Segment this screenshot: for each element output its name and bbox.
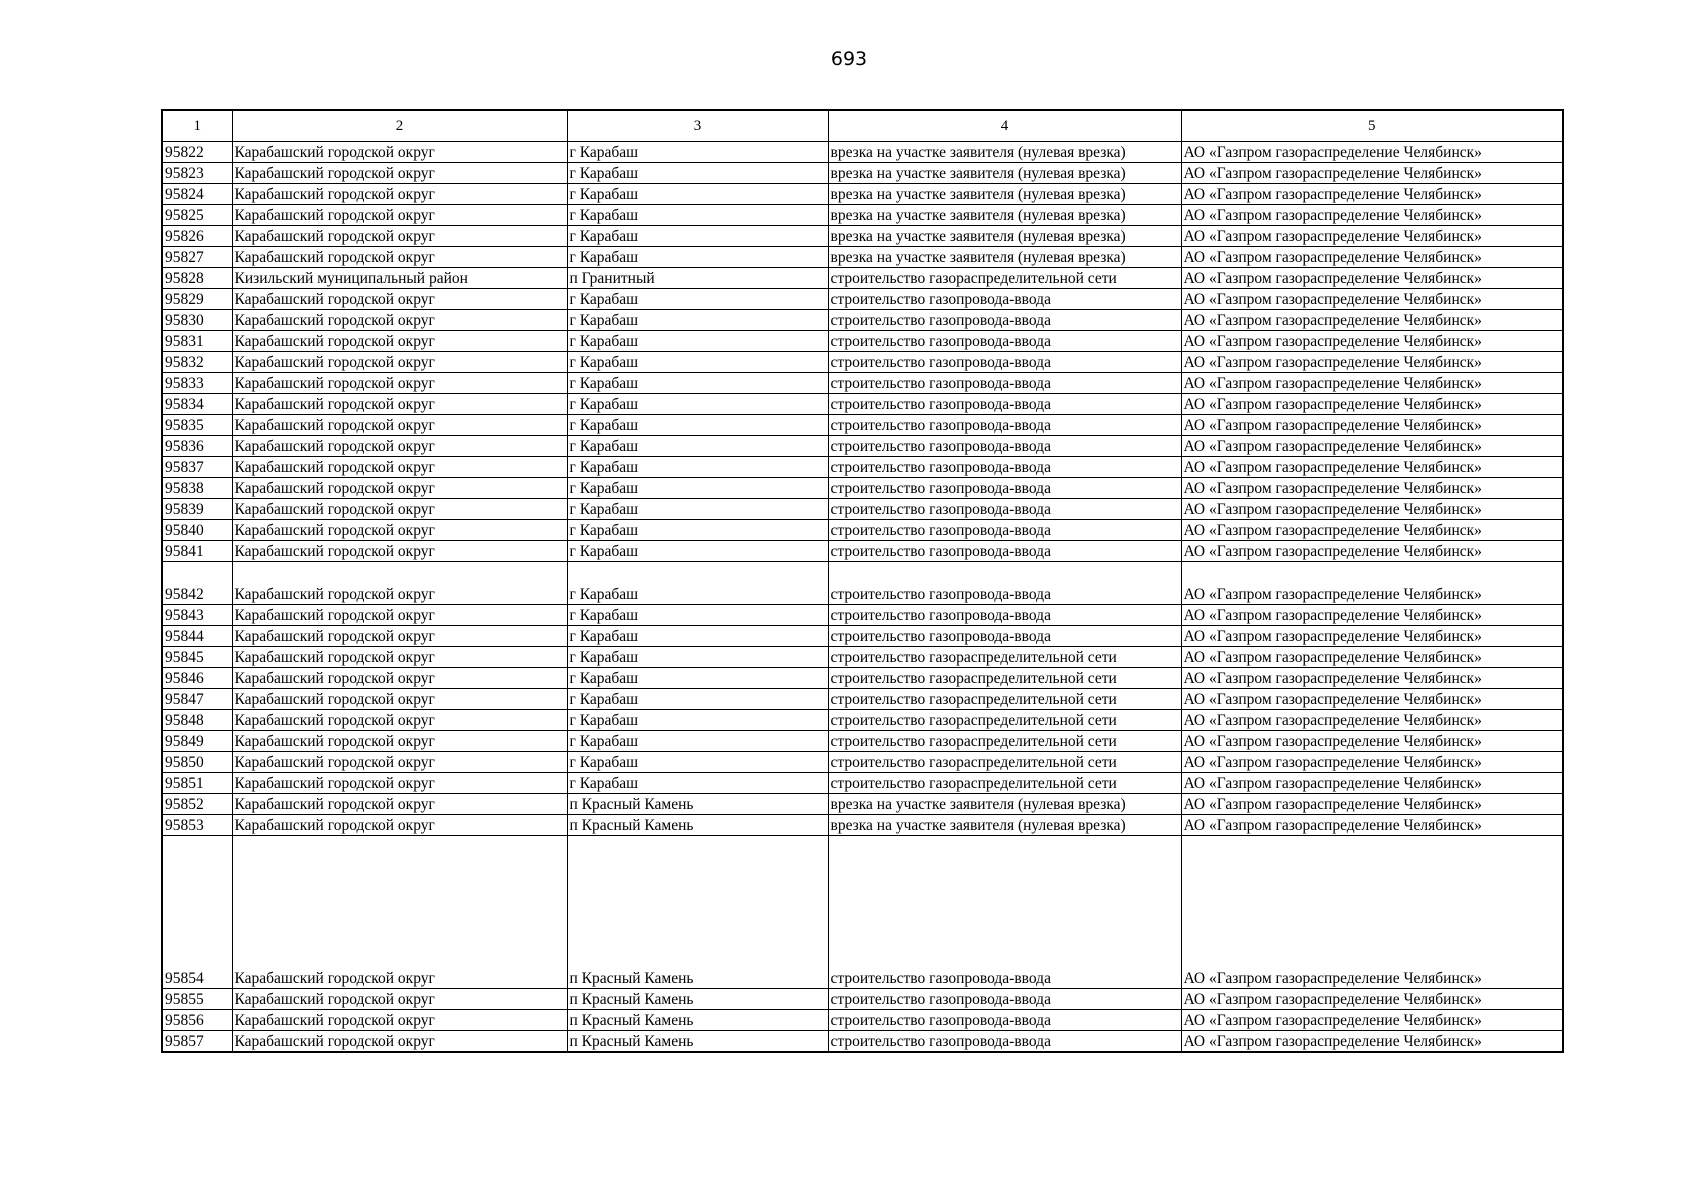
settlement-cell: г Карабаш xyxy=(567,415,828,436)
organization-cell: АО «Газпром газораспределение Челябинск» xyxy=(1181,436,1563,457)
organization-cell: АО «Газпром газораспределение Челябинск» xyxy=(1181,163,1563,184)
work-type-cell: строительство газопровода-ввода xyxy=(828,373,1181,394)
organization-cell: АО «Газпром газораспределение Челябинск» xyxy=(1181,184,1563,205)
work-type-cell: строительство газопровода-ввода xyxy=(828,457,1181,478)
table-row xyxy=(162,142,1563,163)
work-type-cell: строительство газораспределительной сети xyxy=(828,752,1181,773)
settlement-cell: п Красный Камень xyxy=(567,836,828,989)
work-type-cell: строительство газопровода-ввода xyxy=(828,541,1181,562)
work-type-cell: строительство газопровода-ввода xyxy=(828,310,1181,331)
table-row xyxy=(162,541,1563,562)
row-number-cell: 95827 xyxy=(162,247,232,268)
row-number-cell: 95853 xyxy=(162,815,232,836)
row-number-cell: 95829 xyxy=(162,289,232,310)
register-table xyxy=(161,109,1564,1053)
municipality-cell: Карабашский городской округ xyxy=(232,478,567,499)
settlement-cell: г Карабаш xyxy=(567,142,828,163)
organization-cell: АО «Газпром газораспределение Челябинск» xyxy=(1181,689,1563,710)
table-row xyxy=(162,205,1563,226)
organization-cell: АО «Газпром газораспределение Челябинск» xyxy=(1181,520,1563,541)
table-row xyxy=(162,836,1563,989)
organization-cell: АО «Газпром газораспределение Челябинск» xyxy=(1181,226,1563,247)
settlement-cell: г Карабаш xyxy=(567,752,828,773)
table-row xyxy=(162,1031,1563,1053)
organization-cell: АО «Газпром газораспределение Челябинск» xyxy=(1181,794,1563,815)
settlement-cell: г Карабаш xyxy=(567,310,828,331)
organization-cell: АО «Газпром газораспределение Челябинск» xyxy=(1181,815,1563,836)
row-number-cell: 95822 xyxy=(162,142,232,163)
settlement-cell: г Карабаш xyxy=(567,731,828,752)
organization-cell: АО «Газпром газораспределение Челябинск» xyxy=(1181,710,1563,731)
work-type-cell: строительство газопровода-ввода xyxy=(828,520,1181,541)
row-number-cell: 95836 xyxy=(162,436,232,457)
table-header xyxy=(162,110,1563,142)
table-row xyxy=(162,331,1563,352)
work-type-cell: строительство газопровода-ввода xyxy=(828,499,1181,520)
row-number-cell: 95839 xyxy=(162,499,232,520)
header-row xyxy=(162,110,1563,142)
column-header-4: 4 xyxy=(828,110,1181,142)
column-header-2: 2 xyxy=(232,110,567,142)
municipality-cell: Карабашский городской округ xyxy=(232,415,567,436)
organization-cell: АО «Газпром газораспределение Челябинск» xyxy=(1181,731,1563,752)
organization-cell: АО «Газпром газораспределение Челябинск» xyxy=(1181,352,1563,373)
municipality-cell: Карабашский городской округ xyxy=(232,499,567,520)
work-type-cell: врезка на участке заявителя (нулевая врезка) xyxy=(828,794,1181,815)
table-row xyxy=(162,989,1563,1010)
settlement-cell: г Карабаш xyxy=(567,226,828,247)
settlement-cell: п Красный Камень xyxy=(567,815,828,836)
settlement-cell: г Карабаш xyxy=(567,436,828,457)
municipality-cell: Карабашский городской округ xyxy=(232,436,567,457)
municipality-cell: Карабашский городской округ xyxy=(232,247,567,268)
row-number-cell: 95826 xyxy=(162,226,232,247)
organization-cell: АО «Газпром газораспределение Челябинск» xyxy=(1181,415,1563,436)
settlement-cell: г Карабаш xyxy=(567,647,828,668)
row-number-cell: 95832 xyxy=(162,352,232,373)
municipality-cell: Карабашский городской округ xyxy=(232,163,567,184)
settlement-cell: г Карабаш xyxy=(567,541,828,562)
organization-cell: АО «Газпром газораспределение Челябинск» xyxy=(1181,373,1563,394)
settlement-cell: г Карабаш xyxy=(567,205,828,226)
row-number-cell: 95842 xyxy=(162,562,232,605)
work-type-cell: врезка на участке заявителя (нулевая врезка) xyxy=(828,247,1181,268)
municipality-cell: Карабашский городской округ xyxy=(232,794,567,815)
row-number-cell: 95850 xyxy=(162,752,232,773)
municipality-cell: Карабашский городской округ xyxy=(232,668,567,689)
municipality-cell: Карабашский городской округ xyxy=(232,1031,567,1053)
organization-cell: АО «Газпром газораспределение Челябинск» xyxy=(1181,142,1563,163)
table-row xyxy=(162,605,1563,626)
work-type-cell: врезка на участке заявителя (нулевая врезка) xyxy=(828,226,1181,247)
row-number-cell: 95847 xyxy=(162,689,232,710)
table-row xyxy=(162,668,1563,689)
organization-cell: АО «Газпром газораспределение Челябинск» xyxy=(1181,773,1563,794)
work-type-cell: строительство газопровода-ввода xyxy=(828,415,1181,436)
municipality-cell: Карабашский городской округ xyxy=(232,689,567,710)
settlement-cell: г Карабаш xyxy=(567,710,828,731)
row-number-cell: 95855 xyxy=(162,989,232,1010)
organization-cell: АО «Газпром газораспределение Челябинск» xyxy=(1181,989,1563,1010)
settlement-cell: п Красный Камень xyxy=(567,1031,828,1053)
column-header-1: 1 xyxy=(162,110,232,142)
work-type-cell: строительство газопровода-ввода xyxy=(828,1031,1181,1053)
table-row xyxy=(162,626,1563,647)
row-number-cell: 95833 xyxy=(162,373,232,394)
municipality-cell: Карабашский городской округ xyxy=(232,836,567,989)
table-row xyxy=(162,752,1563,773)
work-type-cell: строительство газопровода-ввода xyxy=(828,478,1181,499)
table-row xyxy=(162,710,1563,731)
organization-cell: АО «Газпром газораспределение Челябинск» xyxy=(1181,1031,1563,1053)
municipality-cell: Карабашский городской округ xyxy=(232,562,567,605)
table-row xyxy=(162,794,1563,815)
table-row xyxy=(162,1010,1563,1031)
table-row xyxy=(162,689,1563,710)
municipality-cell: Карабашский городской округ xyxy=(232,710,567,731)
table-row xyxy=(162,457,1563,478)
table-row xyxy=(162,647,1563,668)
organization-cell: АО «Газпром газораспределение Челябинск» xyxy=(1181,478,1563,499)
work-type-cell: строительство газораспределительной сети xyxy=(828,710,1181,731)
table-row xyxy=(162,373,1563,394)
municipality-cell: Кизильский муниципальный район xyxy=(232,268,567,289)
table-row xyxy=(162,247,1563,268)
organization-cell: АО «Газпром газораспределение Челябинск» xyxy=(1181,331,1563,352)
municipality-cell: Карабашский городской округ xyxy=(232,815,567,836)
settlement-cell: г Карабаш xyxy=(567,373,828,394)
municipality-cell: Карабашский городской округ xyxy=(232,626,567,647)
work-type-cell: строительство газопровода-ввода xyxy=(828,331,1181,352)
municipality-cell: Карабашский городской округ xyxy=(232,520,567,541)
table-row xyxy=(162,163,1563,184)
organization-cell: АО «Газпром газораспределение Челябинск» xyxy=(1181,1010,1563,1031)
work-type-cell: строительство газопровода-ввода xyxy=(828,289,1181,310)
settlement-cell: г Карабаш xyxy=(567,499,828,520)
work-type-cell: строительство газопровода-ввода xyxy=(828,394,1181,415)
table-row xyxy=(162,352,1563,373)
row-number-cell: 95828 xyxy=(162,268,232,289)
settlement-cell: г Карабаш xyxy=(567,562,828,605)
row-number-cell: 95840 xyxy=(162,520,232,541)
row-number-cell: 95851 xyxy=(162,773,232,794)
settlement-cell: п Красный Камень xyxy=(567,989,828,1010)
page-number: 693 xyxy=(830,48,868,70)
table-row xyxy=(162,415,1563,436)
table-row xyxy=(162,815,1563,836)
settlement-cell: г Карабаш xyxy=(567,289,828,310)
municipality-cell: Карабашский городской округ xyxy=(232,457,567,478)
organization-cell: АО «Газпром газораспределение Челябинск» xyxy=(1181,247,1563,268)
work-type-cell: строительство газопровода-ввода xyxy=(828,1010,1181,1031)
table-row xyxy=(162,478,1563,499)
work-type-cell: врезка на участке заявителя (нулевая врезка) xyxy=(828,163,1181,184)
work-type-cell: врезка на участке заявителя (нулевая врезка) xyxy=(828,184,1181,205)
table-row xyxy=(162,499,1563,520)
municipality-cell: Карабашский городской округ xyxy=(232,226,567,247)
row-number-cell: 95857 xyxy=(162,1031,232,1053)
work-type-cell: строительство газопровода-ввода xyxy=(828,562,1181,605)
row-number-cell: 95841 xyxy=(162,541,232,562)
work-type-cell: строительство газопровода-ввода xyxy=(828,626,1181,647)
work-type-cell: строительство газораспределительной сети xyxy=(828,647,1181,668)
settlement-cell: г Карабаш xyxy=(567,689,828,710)
row-number-cell: 95856 xyxy=(162,1010,232,1031)
organization-cell: АО «Газпром газораспределение Челябинск» xyxy=(1181,268,1563,289)
settlement-cell: г Карабаш xyxy=(567,668,828,689)
work-type-cell: строительство газопровода-ввода xyxy=(828,436,1181,457)
settlement-cell: г Карабаш xyxy=(567,352,828,373)
municipality-cell: Карабашский городской округ xyxy=(232,373,567,394)
organization-cell: АО «Газпром газораспределение Челябинск» xyxy=(1181,310,1563,331)
work-type-cell: строительство газопровода-ввода xyxy=(828,836,1181,989)
municipality-cell: Карабашский городской округ xyxy=(232,731,567,752)
row-number-cell: 95831 xyxy=(162,331,232,352)
row-number-cell: 95854 xyxy=(162,836,232,989)
row-number-cell: 95825 xyxy=(162,205,232,226)
municipality-cell: Карабашский городской округ xyxy=(232,394,567,415)
organization-cell: АО «Газпром газораспределение Челябинск» xyxy=(1181,289,1563,310)
row-number-cell: 95843 xyxy=(162,605,232,626)
organization-cell: АО «Газпром газораспределение Челябинск» xyxy=(1181,541,1563,562)
row-number-cell: 95837 xyxy=(162,457,232,478)
organization-cell: АО «Газпром газораспределение Челябинск» xyxy=(1181,394,1563,415)
table-row xyxy=(162,289,1563,310)
settlement-cell: г Карабаш xyxy=(567,520,828,541)
settlement-cell: г Карабаш xyxy=(567,478,828,499)
municipality-cell: Карабашский городской округ xyxy=(232,142,567,163)
row-number-cell: 95845 xyxy=(162,647,232,668)
municipality-cell: Карабашский городской округ xyxy=(232,1010,567,1031)
municipality-cell: Карабашский городской округ xyxy=(232,289,567,310)
row-number-cell: 95830 xyxy=(162,310,232,331)
table-row xyxy=(162,310,1563,331)
settlement-cell: г Карабаш xyxy=(567,163,828,184)
municipality-cell: Карабашский городской округ xyxy=(232,184,567,205)
row-number-cell: 95852 xyxy=(162,794,232,815)
table-row xyxy=(162,436,1563,457)
organization-cell: АО «Газпром газораспределение Челябинск» xyxy=(1181,626,1563,647)
work-type-cell: строительство газопровода-ввода xyxy=(828,352,1181,373)
municipality-cell: Карабашский городской округ xyxy=(232,752,567,773)
settlement-cell: г Карабаш xyxy=(567,247,828,268)
work-type-cell: врезка на участке заявителя (нулевая врезка) xyxy=(828,142,1181,163)
settlement-cell: г Карабаш xyxy=(567,773,828,794)
work-type-cell: строительство газораспределительной сети xyxy=(828,668,1181,689)
row-number-cell: 95848 xyxy=(162,710,232,731)
work-type-cell: врезка на участке заявителя (нулевая врезка) xyxy=(828,205,1181,226)
municipality-cell: Карабашский городской округ xyxy=(232,989,567,1010)
settlement-cell: г Карабаш xyxy=(567,331,828,352)
settlement-cell: г Карабаш xyxy=(567,626,828,647)
settlement-cell: г Карабаш xyxy=(567,184,828,205)
organization-cell: АО «Газпром газораспределение Челябинск» xyxy=(1181,836,1563,989)
table-row xyxy=(162,394,1563,415)
organization-cell: АО «Газпром газораспределение Челябинск» xyxy=(1181,752,1563,773)
organization-cell: АО «Газпром газораспределение Челябинск» xyxy=(1181,205,1563,226)
work-type-cell: строительство газораспределительной сети xyxy=(828,773,1181,794)
table-row xyxy=(162,268,1563,289)
work-type-cell: строительство газораспределительной сети xyxy=(828,268,1181,289)
settlement-cell: п Красный Камень xyxy=(567,794,828,815)
table-row xyxy=(162,184,1563,205)
row-number-cell: 95838 xyxy=(162,478,232,499)
row-number-cell: 95846 xyxy=(162,668,232,689)
column-header-3: 3 xyxy=(567,110,828,142)
row-number-cell: 95835 xyxy=(162,415,232,436)
organization-cell: АО «Газпром газораспределение Челябинск» xyxy=(1181,457,1563,478)
municipality-cell: Карабашский городской округ xyxy=(232,773,567,794)
table-row xyxy=(162,731,1563,752)
row-number-cell: 95849 xyxy=(162,731,232,752)
table-row xyxy=(162,520,1563,541)
settlement-cell: г Карабаш xyxy=(567,457,828,478)
table-row xyxy=(162,226,1563,247)
settlement-cell: г Карабаш xyxy=(567,394,828,415)
organization-cell: АО «Газпром газораспределение Челябинск» xyxy=(1181,562,1563,605)
work-type-cell: строительство газораспределительной сети xyxy=(828,731,1181,752)
municipality-cell: Карабашский городской округ xyxy=(232,605,567,626)
row-number-cell: 95824 xyxy=(162,184,232,205)
table-row xyxy=(162,562,1563,605)
municipality-cell: Карабашский городской округ xyxy=(232,647,567,668)
municipality-cell: Карабашский городской округ xyxy=(232,541,567,562)
row-number-cell: 95844 xyxy=(162,626,232,647)
row-number-cell: 95834 xyxy=(162,394,232,415)
work-type-cell: строительство газопровода-ввода xyxy=(828,605,1181,626)
organization-cell: АО «Газпром газораспределение Челябинск» xyxy=(1181,647,1563,668)
settlement-cell: п Красный Камень xyxy=(567,1010,828,1031)
work-type-cell: строительство газораспределительной сети xyxy=(828,689,1181,710)
organization-cell: АО «Газпром газораспределение Челябинск» xyxy=(1181,499,1563,520)
municipality-cell: Карабашский городской округ xyxy=(232,310,567,331)
municipality-cell: Карабашский городской округ xyxy=(232,331,567,352)
row-number-cell: 95823 xyxy=(162,163,232,184)
organization-cell: АО «Газпром газораспределение Челябинск» xyxy=(1181,668,1563,689)
column-header-5: 5 xyxy=(1181,110,1563,142)
municipality-cell: Карабашский городской округ xyxy=(232,352,567,373)
settlement-cell: п Гранитный xyxy=(567,268,828,289)
table-body xyxy=(162,142,1563,1053)
municipality-cell: Карабашский городской округ xyxy=(232,205,567,226)
work-type-cell: строительство газопровода-ввода xyxy=(828,989,1181,1010)
table-row xyxy=(162,773,1563,794)
work-type-cell: врезка на участке заявителя (нулевая врезка) xyxy=(828,815,1181,836)
organization-cell: АО «Газпром газораспределение Челябинск» xyxy=(1181,605,1563,626)
settlement-cell: г Карабаш xyxy=(567,605,828,626)
